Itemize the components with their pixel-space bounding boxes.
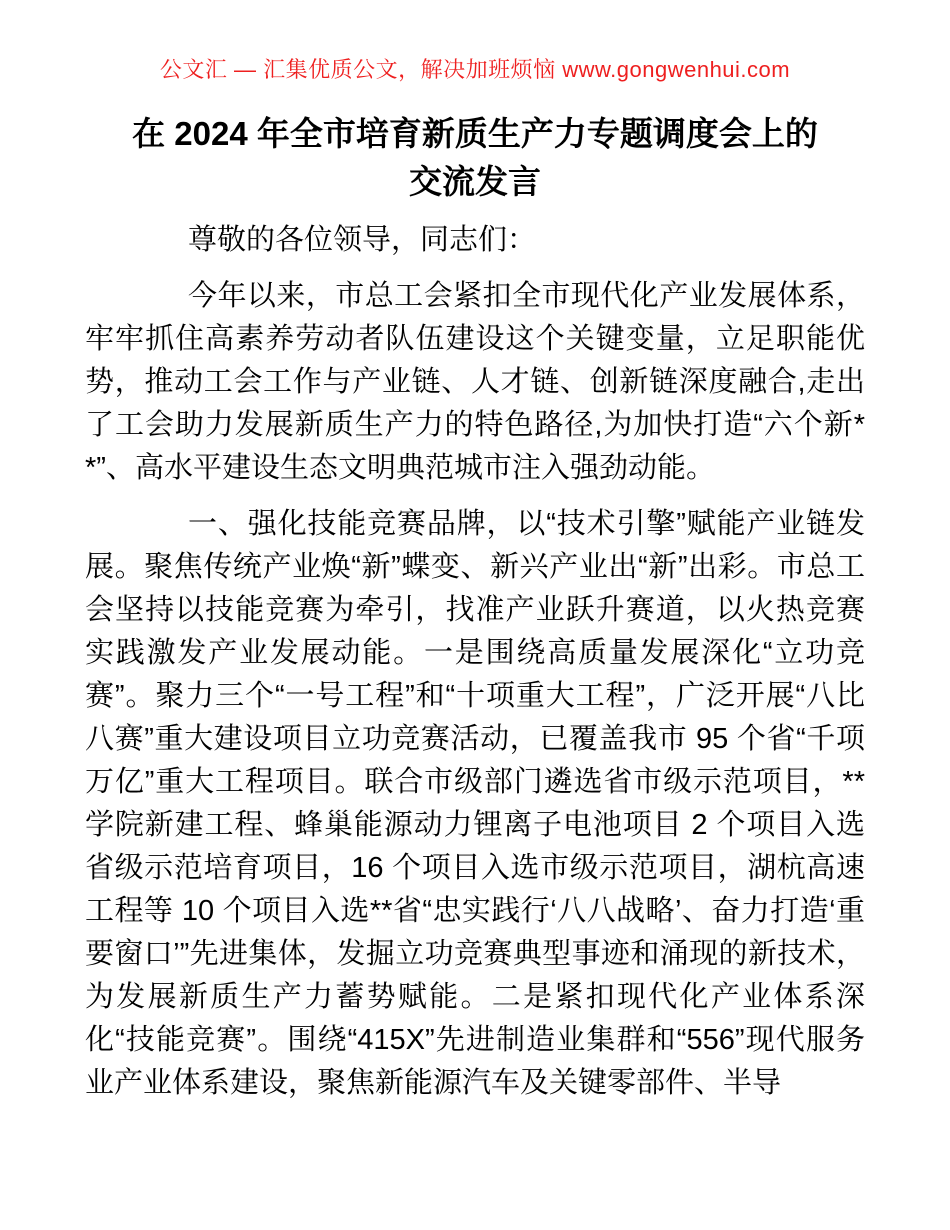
intro-paragraph: 今年以来，市总工会紧扣全市现代化产业发展体系，牢牢抓住高素养劳动者队伍建设这个关键变量，立足职能优势，推动工会工作与产业链、人才链、创新链深度融合,走出了工会助力发展新质生产力的特色路径,为加快打造“六个新**”、高水平建设生态文明典范城市注入强劲动能。: [85, 280, 865, 484]
document-title-line-2: 交流发言: [409, 163, 541, 200]
document-body: [85, 219, 865, 1105]
document-title-line-1: 在 2024 年全市培育新质生产力专题调度会上的: [132, 115, 818, 152]
section-one-paragraph: 一、强化技能竞赛品牌，以“技术引擎”赋能产业链发展。聚焦传统产业焕“新”蝶变、新兴产业出“新”出彩。市总工会坚持以技能竞赛为牵引，找准产业跃升赛道，以火热竞赛实践激发产业发展动能。一是围绕高质量发展深化“立功竞赛”。聚力三个“一号工程”和“十项重大工程”，广泛开展“八比八赛”重大建设项目立功竞赛活动，已覆盖我市 95 个省“千项万亿”重大工程项目。联合市级部门遴选省市级示范项目，**学院新建工程、蜂巢能源动力锂离子电池项目 2 个项目入选省级示范培育项目，16 个项目入选市级示范项目，湖杭高速工程等 10 个项目入选**省“忠实践行‘八八战略’、奋力打造‘重要窗口’”先进集体，发掘立功竞赛典型事迹和涌现的新技术，为发展新质生产力蓄势赋能。二是紧扣现代化产业体系深化“技能竞赛”。围绕“415X”先进制造业集群和“556”现代服务业产业体系建设，聚焦新能源汽车及关键零部件、半导: [85, 508, 865, 1099]
watermark-header: 公文汇 — 汇集优质公文，解决加班烦恼 www.gongwenhui.com: [159, 57, 791, 82]
document-title: [85, 110, 865, 206]
greeting-paragraph: 尊敬的各位领导，同志们：: [188, 224, 537, 256]
